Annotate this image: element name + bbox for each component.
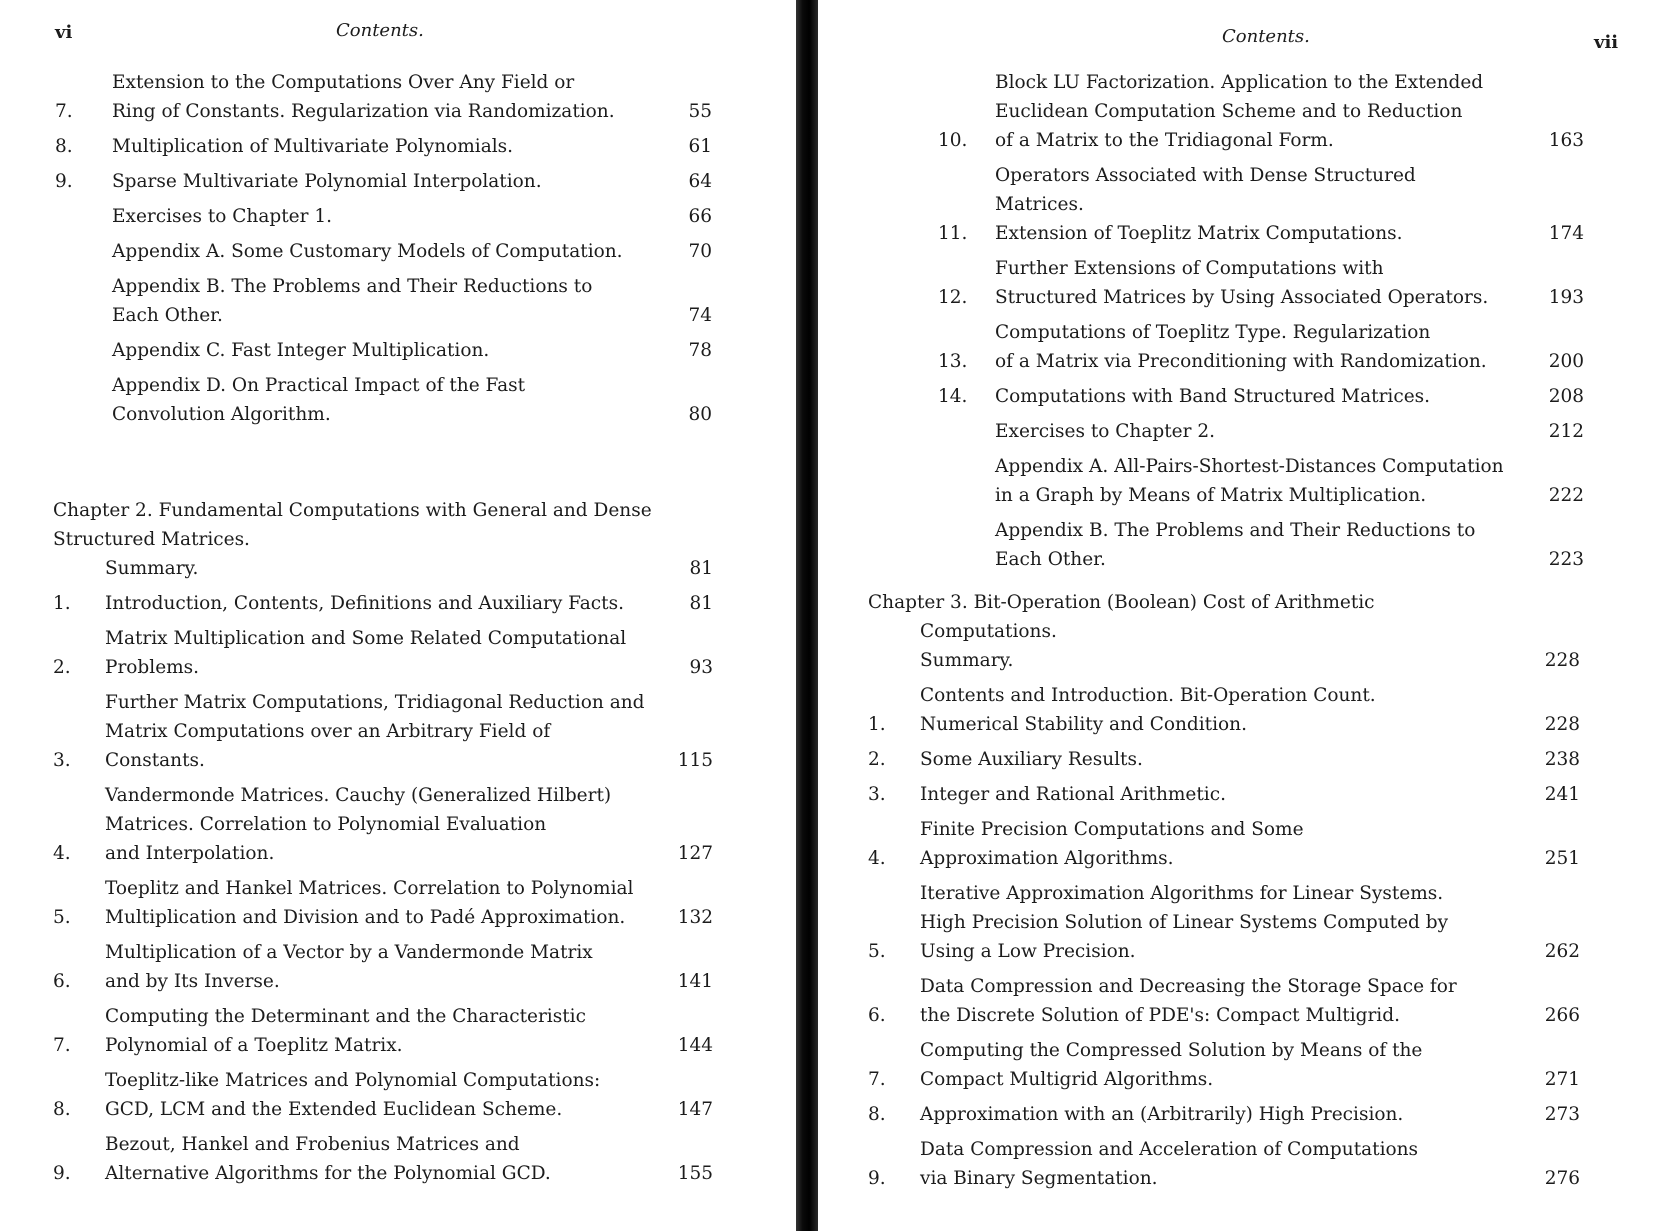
entry-page: 61 — [688, 136, 712, 157]
toc-entry — [53, 688, 713, 775]
toc-entry — [868, 815, 1580, 873]
entry-title: Multiplication of Multivariate Polynomials. — [112, 136, 514, 157]
entry-title: Appendix A. Some Customary Models of Computation. — [112, 241, 623, 262]
entry-title: Extension to the Computations Over Any Field or Ring of Constants. Regularization via Randomization. — [112, 72, 615, 122]
entry-number: 13. — [938, 351, 968, 372]
entry-number: 10. — [938, 130, 968, 151]
entry-number: 2. — [53, 657, 71, 678]
toc-entry — [938, 161, 1584, 248]
entry-page: 144 — [677, 1035, 713, 1056]
entry-page: 241 — [1544, 784, 1580, 805]
entry-title: Operators Associated with Dense Structured Matrices. Extension of Toeplitz Matrix Computations. — [995, 165, 1416, 244]
entry-page: 238 — [1544, 749, 1580, 770]
entry-page: 78 — [688, 340, 712, 361]
toc-entry — [53, 624, 713, 682]
entry-page: 74 — [688, 305, 712, 326]
entry-number: 8. — [53, 1099, 71, 1120]
book-spine-gutter — [796, 0, 818, 1231]
entry-number: 7. — [868, 1069, 886, 1090]
entry-title: Appendix C. Fast Integer Multiplication. — [112, 340, 490, 361]
entry-title: Further Extensions of Computations with Structured Matrices by Using Associated Operators. — [995, 258, 1489, 308]
toc-list-chapter-2 — [53, 496, 713, 1194]
entry-page: 228 — [1544, 714, 1580, 735]
toc-entry-summary — [868, 646, 1580, 675]
entry-page: 228 — [1544, 650, 1580, 671]
entry-number: 4. — [868, 848, 886, 869]
entry-number: 1. — [868, 714, 886, 735]
running-head-right: Contents. — [1222, 26, 1310, 47]
entry-number: 9. — [53, 1163, 71, 1184]
entry-number: 4. — [53, 843, 71, 864]
entry-number: 7. — [55, 101, 73, 122]
toc-entry — [868, 1036, 1580, 1094]
entry-number: 14. — [938, 386, 968, 407]
toc-entry — [53, 874, 713, 932]
entry-page: 223 — [1548, 549, 1584, 570]
toc-entry — [938, 318, 1584, 376]
toc-entry — [938, 452, 1584, 510]
toc-entry — [868, 879, 1580, 966]
toc-entry — [55, 132, 712, 161]
entry-page: 200 — [1548, 351, 1584, 372]
entry-page: 81 — [689, 593, 713, 614]
entry-page: 80 — [688, 404, 712, 425]
entry-title: Contents and Introduction. Bit-Operation Count. Numerical Stability and Condition. — [920, 685, 1376, 735]
toc-entry — [55, 336, 712, 365]
entry-number: 5. — [868, 941, 886, 962]
toc-entry — [868, 1135, 1580, 1193]
entry-title: Approximation with an (Arbitrarily) High Precision. — [920, 1104, 1404, 1125]
entry-title: Multiplication of a Vector by a Vandermonde Matrix and by Its Inverse. — [105, 942, 593, 992]
toc-entry — [55, 167, 712, 196]
entry-title: Finite Precision Computations and Some Approximation Algorithms. — [920, 819, 1304, 869]
chapter-heading: Chapter 3. Bit-Operation (Boolean) Cost of Arithmetic — [868, 592, 1375, 613]
entry-number: 3. — [53, 750, 71, 771]
entry-page: 271 — [1544, 1069, 1580, 1090]
chapter-heading-continued: Computations. — [920, 621, 1057, 642]
entry-title: Summary. — [105, 558, 199, 579]
entry-title: Appendix A. All-Pairs-Shortest-Distances Computation in a Graph by Means of Matrix Multiplication. — [995, 456, 1504, 506]
entry-page: 222 — [1548, 485, 1584, 506]
entry-title: Block LU Factorization. Application to the Extended Euclidean Computation Scheme and to Reduction of a Matrix to the Tridiagonal Form. — [995, 72, 1484, 151]
entry-title: Data Compression and Decreasing the Storage Space for the Discrete Solution of PDE's: Compact Multigrid. — [920, 976, 1457, 1026]
entry-title: Computing the Compressed Solution by Means of the Compact Multigrid Algorithms. — [920, 1040, 1423, 1090]
running-head-left: Contents. — [336, 20, 424, 41]
entry-page: 66 — [688, 206, 712, 227]
entry-page: 70 — [688, 241, 712, 262]
entry-page: 208 — [1548, 386, 1584, 407]
entry-number: 9. — [868, 1168, 886, 1189]
entry-number: 3. — [868, 784, 886, 805]
entry-title: Vandermonde Matrices. Cauchy (Generalized Hilbert) Matrices. Correlation to Polynomial Evaluation and Interpolation. — [105, 785, 612, 864]
entry-title: Bezout, Hankel and Frobenius Matrices and Alternative Algorithms for the Polynomial GCD. — [105, 1134, 551, 1184]
entry-number: 6. — [868, 1005, 886, 1026]
entry-number: 5. — [53, 907, 71, 928]
toc-entry — [55, 371, 712, 429]
entry-page: 93 — [689, 657, 713, 678]
entry-page: 81 — [689, 558, 713, 579]
entry-number: 2. — [868, 749, 886, 770]
entry-title: Computations with Band Structured Matrices. — [995, 386, 1431, 407]
entry-title: Appendix B. The Problems and Their Reductions to Each Other. — [995, 520, 1476, 570]
entry-title: Some Auxiliary Results. — [920, 749, 1143, 770]
toc-list-chapter-1-continued — [55, 68, 712, 435]
entry-title: Exercises to Chapter 2. — [995, 421, 1215, 442]
toc-entry — [938, 417, 1584, 446]
toc-list-chapter-3 — [868, 588, 1580, 1199]
toc-entry — [868, 780, 1580, 809]
toc-entry — [53, 589, 713, 618]
entry-number: 6. — [53, 971, 71, 992]
entry-title: Summary. — [920, 650, 1014, 671]
toc-list-chapter-2-continued — [938, 68, 1584, 580]
toc-entry — [53, 1002, 713, 1060]
entry-title: Sparse Multivariate Polynomial Interpolation. — [112, 171, 542, 192]
toc-entry — [55, 237, 712, 266]
entry-page: 147 — [677, 1099, 713, 1120]
entry-page: 132 — [677, 907, 713, 928]
entry-title: Further Matrix Computations, Tridiagonal Reduction and Matrix Computations over an Arbitrary Field of Constants. — [105, 692, 645, 771]
entry-title: Introduction, Contents, Definitions and Auxiliary Facts. — [105, 593, 624, 614]
entry-page: 155 — [677, 1163, 713, 1184]
entry-title: Matrix Multiplication and Some Related Computational Problems. — [105, 628, 627, 678]
toc-entry — [938, 516, 1584, 574]
entry-title: Exercises to Chapter 1. — [112, 206, 332, 227]
entry-page: 212 — [1548, 421, 1584, 442]
toc-entry-summary — [53, 554, 713, 583]
toc-entry — [868, 1100, 1580, 1129]
entry-page: 64 — [688, 171, 712, 192]
toc-entry — [53, 1130, 713, 1188]
entry-title: Computing the Determinant and the Characteristic Polynomial of a Toeplitz Matrix. — [105, 1006, 586, 1056]
entry-number: 1. — [53, 593, 71, 614]
entry-title: Computations of Toeplitz Type. Regularization of a Matrix via Preconditioning with Randomization. — [995, 322, 1487, 372]
entry-page: 193 — [1548, 287, 1584, 308]
entry-page: 276 — [1544, 1168, 1580, 1189]
entry-number: 11. — [938, 223, 968, 244]
entry-page: 115 — [677, 750, 713, 771]
entry-page: 163 — [1548, 130, 1584, 151]
toc-entry — [868, 972, 1580, 1030]
entry-title: Appendix B. The Problems and Their Reductions to Each Other. — [112, 276, 593, 326]
toc-entry — [53, 1066, 713, 1124]
toc-entry — [938, 382, 1584, 411]
entry-title: Toeplitz-like Matrices and Polynomial Computations: GCD, LCM and the Extended Euclidean Scheme. — [105, 1070, 601, 1120]
entry-number: 9. — [55, 171, 73, 192]
entry-number: 8. — [868, 1104, 886, 1125]
toc-entry — [938, 254, 1584, 312]
chapter-heading: Chapter 2. Fundamental Computations with General and Dense Structured Matrices. — [53, 500, 652, 550]
page-number-vii: vii — [1594, 32, 1619, 53]
entry-number: 12. — [938, 287, 968, 308]
entry-page: 141 — [677, 971, 713, 992]
entry-number: 8. — [55, 136, 73, 157]
entry-title: Data Compression and Acceleration of Computations via Binary Segmentation. — [920, 1139, 1419, 1189]
entry-page: 55 — [688, 101, 712, 122]
entry-page: 127 — [677, 843, 713, 864]
entry-page: 266 — [1544, 1005, 1580, 1026]
entry-title: Iterative Approximation Algorithms for Linear Systems. High Precision Solution of Linear Systems Computed by Using a Low Precision. — [920, 883, 1449, 962]
entry-page: 251 — [1544, 848, 1580, 869]
toc-entry — [53, 781, 713, 868]
entry-title: Integer and Rational Arithmetic. — [920, 784, 1226, 805]
entry-title: Appendix D. On Practical Impact of the Fast Convolution Algorithm. — [112, 375, 526, 425]
toc-entry — [55, 272, 712, 330]
entry-page: 174 — [1548, 223, 1584, 244]
entry-number: 7. — [53, 1035, 71, 1056]
page-number-vi: vi — [55, 22, 73, 43]
entry-page: 262 — [1544, 941, 1580, 962]
entry-title: Toeplitz and Hankel Matrices. Correlation to Polynomial Multiplication and Division and to Padé Approximation. — [105, 878, 634, 928]
toc-entry — [868, 745, 1580, 774]
toc-entry — [868, 681, 1580, 739]
toc-entry — [938, 68, 1584, 155]
toc-entry — [53, 938, 713, 996]
toc-entry — [55, 202, 712, 231]
entry-page: 273 — [1544, 1104, 1580, 1125]
toc-entry — [55, 68, 712, 126]
